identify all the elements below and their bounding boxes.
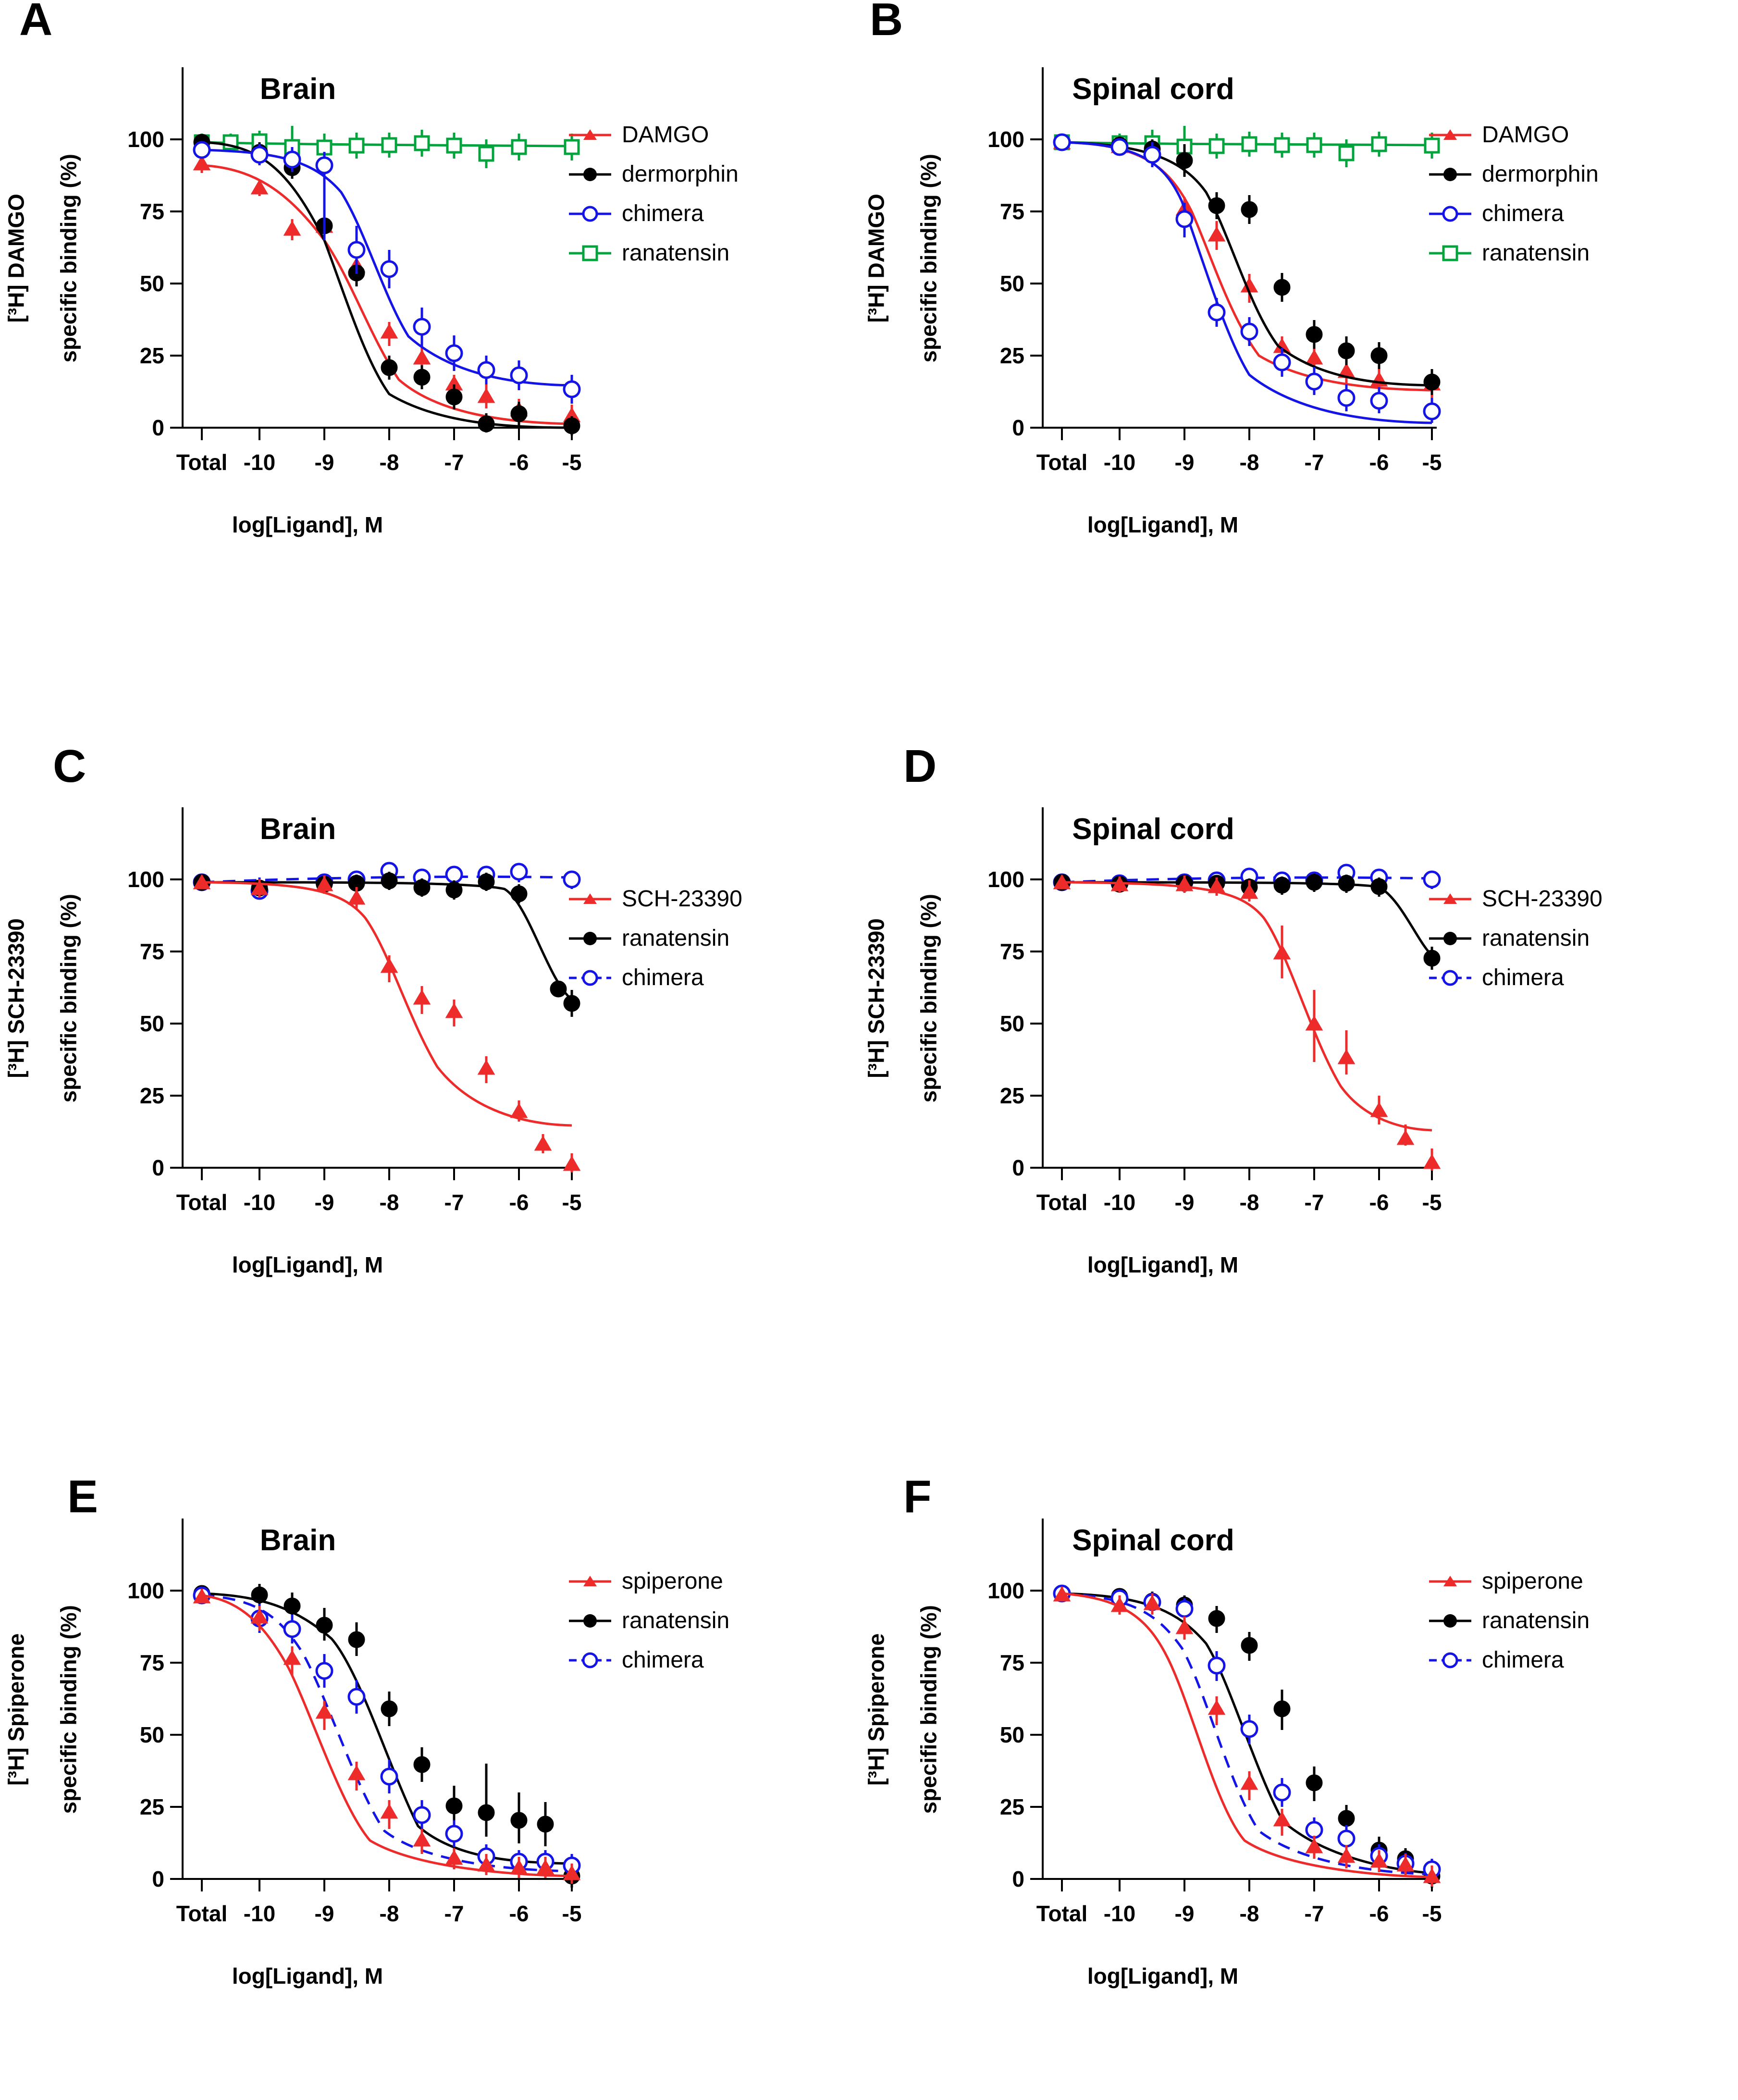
legend-label: ranatensin [1482,926,1590,951]
panel-e-ylabel-line1: [³H] Spiperone [3,1633,29,1786]
svg-text:25: 25 [139,1083,164,1108]
panel-b-ylabel-line1: [³H] DAMGO [863,194,889,323]
svg-text:-6: -6 [509,1190,529,1215]
legend-label: chimera [622,201,704,226]
panel-a-ylabel-line1: [³H] DAMGO [3,194,29,323]
legend-label: chimera [622,965,704,990]
legend-item-ranatensin[interactable] [567,1601,729,1641]
panel-c-ylabel-line1: [³H] SCH-23390 [3,918,29,1078]
panel-f [860,1470,1715,2100]
svg-text:-8: -8 [379,450,399,475]
svg-text:-8: -8 [379,1901,399,1926]
ranatensin-marker-icon [1427,1611,1473,1631]
panel-e-title: Brain [259,1524,336,1557]
svg-text:-6: -6 [1369,450,1389,475]
legend-item-ranatensin[interactable] [1427,234,1599,273]
legend-label: spiperone [1482,1569,1583,1594]
svg-text:-9: -9 [1174,1190,1195,1215]
svg-text:75: 75 [999,199,1024,224]
panel-d-title: Spinal cord [1072,813,1234,846]
svg-text:-6: -6 [509,1901,529,1926]
legend-label: DAMGO [1482,122,1569,148]
legend-label: DAMGO [622,122,709,148]
svg-text:75: 75 [139,1650,164,1675]
panel-b-legend [1427,115,1599,273]
svg-text:Total: Total [176,1190,228,1215]
svg-text:-8: -8 [1239,1901,1259,1926]
svg-text:Total: Total [176,450,228,475]
svg-text:0: 0 [1012,415,1024,440]
panel-b-title: Spinal cord [1072,73,1234,106]
legend-item-spiperone[interactable] [567,1562,729,1601]
svg-text:50: 50 [139,271,164,296]
legend-label: chimera [1482,965,1564,990]
svg-text:-5: -5 [562,1901,582,1926]
svg-text:25: 25 [139,1794,164,1819]
panel-f-title: Spinal cord [1072,1524,1234,1557]
panel-d-ylabel-line1: [³H] SCH-23390 [863,918,889,1078]
legend-item-chimera[interactable] [1427,958,1602,998]
legend-label: ranatensin [622,240,730,266]
svg-text:-7: -7 [1304,1190,1324,1215]
legend-item-ranatensin[interactable] [1427,919,1602,958]
legend-item-sch23390[interactable] [1427,879,1602,919]
legend-item-ranatensin[interactable] [567,919,742,958]
ranatensin-marker-icon [567,244,613,263]
legend-item-dermorphin[interactable] [567,155,739,194]
panel-b [860,0,1715,687]
legend-label: chimera [622,1647,704,1673]
legend-label: chimera [1482,201,1564,226]
legend-item-dermorphin[interactable] [1427,155,1599,194]
legend-item-ranatensin[interactable] [567,234,739,273]
spiperone-marker-icon [1427,1572,1473,1591]
panel-c-ylabel-line2: specific binding (%) [56,894,81,1103]
dermorphin-marker-icon [1427,165,1473,184]
svg-text:50: 50 [139,1011,164,1036]
svg-text:-7: -7 [444,1901,464,1926]
ranatensin-marker-icon [1427,244,1473,263]
svg-text:Total: Total [1036,1190,1088,1215]
chimera-marker-icon [567,1651,613,1670]
svg-text:100: 100 [987,867,1024,892]
svg-text:-5: -5 [1422,1901,1442,1926]
legend-item-chimera[interactable] [567,1641,729,1680]
spiperone-marker-icon [567,1572,613,1591]
svg-text:-7: -7 [444,450,464,475]
svg-text:-7: -7 [1304,1901,1324,1926]
svg-text:-9: -9 [314,1190,334,1215]
legend-item-damgo[interactable] [1427,115,1599,155]
panel-f-legend [1427,1562,1590,1680]
svg-text:25: 25 [999,343,1024,368]
svg-text:-6: -6 [1369,1901,1389,1926]
svg-text:25: 25 [999,1794,1024,1819]
svg-text:100: 100 [127,867,164,892]
svg-text:-10: -10 [243,1901,276,1926]
chimera-marker-icon [567,204,613,223]
svg-text:-9: -9 [1174,1901,1195,1926]
damgo-marker-icon [1427,125,1473,145]
svg-text:-5: -5 [562,450,582,475]
svg-text:0: 0 [1012,1155,1024,1180]
svg-text:-10: -10 [1103,1190,1136,1215]
panel-c-legend [567,879,742,998]
svg-text:50: 50 [999,1722,1024,1747]
damgo-marker-icon [567,125,613,145]
panel-e-ylabel-line2: specific binding (%) [56,1605,81,1814]
svg-text:100: 100 [987,1578,1024,1603]
svg-text:-9: -9 [1174,450,1195,475]
svg-text:0: 0 [1012,1866,1024,1891]
svg-text:-8: -8 [1239,1190,1259,1215]
legend-item-chimera[interactable] [1427,194,1599,234]
panel-b-letter: B [870,0,903,45]
ranatensin-marker-icon [567,929,613,948]
svg-text:-8: -8 [379,1190,399,1215]
svg-text:100: 100 [127,127,164,152]
legend-label: SCH-23390 [622,886,742,912]
legend-label: spiperone [622,1569,723,1594]
panel-e-legend [567,1562,729,1680]
panel-c-xlabel: log[Ligand], M [232,1252,383,1277]
legend-label: SCH-23390 [1482,886,1602,912]
chimera-marker-icon [567,968,613,988]
svg-text:100: 100 [127,1578,164,1603]
panel-a-ylabel-line2: specific binding (%) [56,154,81,363]
svg-text:50: 50 [139,1722,164,1747]
legend-item-sch23390[interactable] [567,879,742,919]
svg-text:75: 75 [139,199,164,224]
svg-text:-10: -10 [1103,450,1136,475]
panel-e-xlabel: log[Ligand], M [232,1964,383,1989]
panel-a-title: Brain [259,73,336,106]
svg-text:-7: -7 [1304,450,1324,475]
svg-text:50: 50 [999,1011,1024,1036]
svg-text:Total: Total [1036,450,1088,475]
legend-label: chimera [1482,1647,1564,1673]
panel-c-title: Brain [259,813,336,846]
ranatensin-marker-icon [567,1611,613,1631]
svg-text:-7: -7 [444,1190,464,1215]
dermorphin-marker-icon [567,165,613,184]
panel-d [860,740,1715,1427]
svg-text:Total: Total [1036,1901,1088,1926]
svg-text:-6: -6 [1369,1190,1389,1215]
legend-item-chimera[interactable] [567,958,742,998]
legend-item-spiperone[interactable] [1427,1562,1590,1601]
panel-d-xlabel: log[Ligand], M [1087,1252,1239,1277]
panel-a-xlabel: log[Ligand], M [232,512,383,537]
panel-d-ylabel-line2: specific binding (%) [916,894,941,1103]
panel-a-legend [567,115,739,273]
panel-f-ylabel-line2: specific binding (%) [916,1605,941,1814]
chimera-marker-icon [1427,1651,1473,1670]
legend-item-chimera[interactable] [567,194,739,234]
svg-text:-10: -10 [243,1190,276,1215]
legend-item-damgo[interactable] [567,115,739,155]
svg-text:0: 0 [152,1866,164,1891]
panel-b-xlabel: log[Ligand], M [1087,512,1239,537]
panel-c-plot [72,788,668,1278]
svg-text:75: 75 [999,939,1024,964]
svg-text:75: 75 [999,1650,1024,1675]
svg-text:50: 50 [999,271,1024,296]
panel-d-letter: D [903,741,937,792]
svg-text:-9: -9 [314,1901,334,1926]
sch-23390-marker-icon [567,889,613,909]
panel-d-legend [1427,879,1602,998]
panel-e [0,1470,855,2100]
chimera-marker-icon [1427,204,1473,223]
svg-text:-6: -6 [509,450,529,475]
svg-text:0: 0 [152,1155,164,1180]
svg-text:Total: Total [176,1901,228,1926]
svg-text:-5: -5 [1422,1190,1442,1215]
svg-text:0: 0 [152,415,164,440]
svg-text:-10: -10 [1103,1901,1136,1926]
panel-a-letter: A [19,0,53,45]
panel-f-ylabel-line1: [³H] Spiperone [863,1633,889,1786]
legend-label: dermorphin [622,161,739,187]
panel-b-ylabel-line2: specific binding (%) [916,154,941,363]
ranatensin-marker-icon [1427,929,1473,948]
panel-f-xlabel: log[Ligand], M [1087,1964,1239,1989]
svg-text:-5: -5 [1422,450,1442,475]
svg-text:-5: -5 [562,1190,582,1215]
panel-c-letter: C [53,741,86,792]
legend-label: ranatensin [622,1608,730,1633]
legend-label: dermorphin [1482,161,1599,187]
chimera-marker-icon [1427,968,1473,988]
legend-label: ranatensin [622,926,730,951]
svg-text:25: 25 [139,343,164,368]
sch-23390-marker-icon [1427,889,1473,909]
legend-label: ranatensin [1482,240,1590,266]
panel-e-letter: E [67,1471,99,1522]
svg-text:25: 25 [999,1083,1024,1108]
legend-item-ranatensin[interactable] [1427,1601,1590,1641]
svg-text:75: 75 [139,939,164,964]
svg-text:-8: -8 [1239,450,1259,475]
panel-d-plot [932,788,1528,1278]
legend-label: ranatensin [1482,1608,1590,1633]
svg-text:-10: -10 [243,450,276,475]
svg-text:-9: -9 [314,450,334,475]
svg-text:100: 100 [987,127,1024,152]
panel-f-letter: F [903,1471,932,1522]
legend-item-chimera[interactable] [1427,1641,1590,1680]
